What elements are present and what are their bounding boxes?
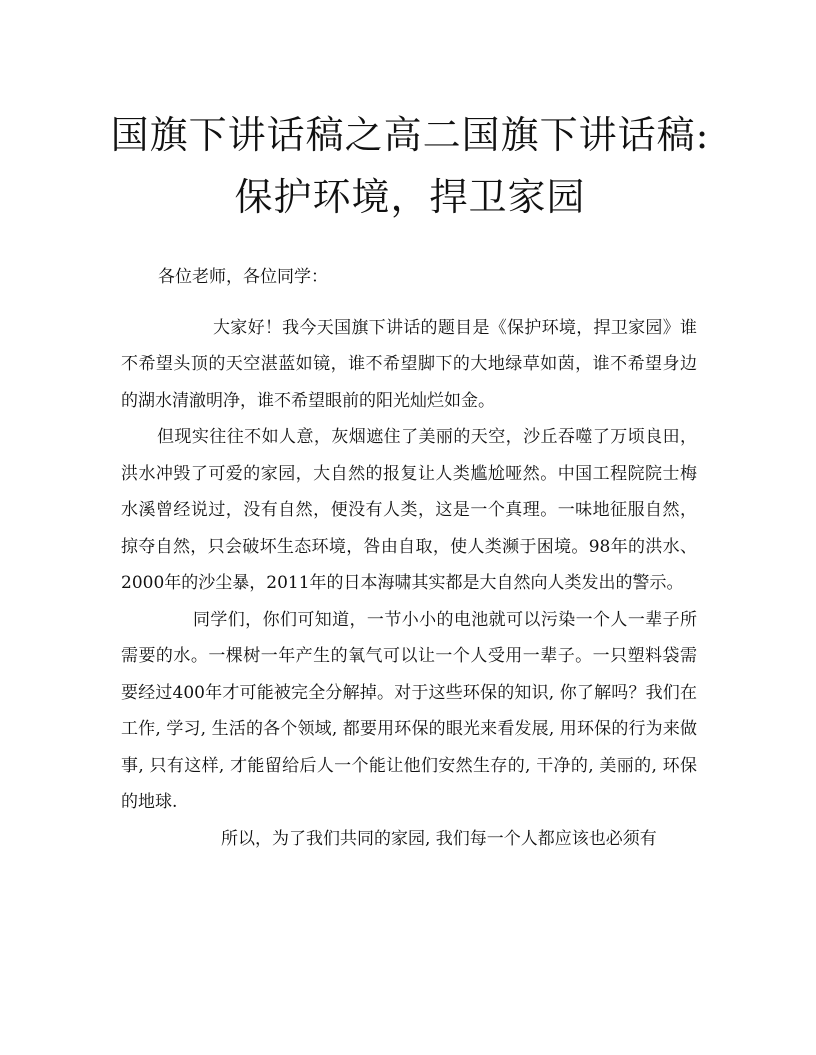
greeting: 各位老师，各位同学： (158, 267, 328, 287)
document-body (121, 258, 697, 857)
paragraph: 所以，为了我们共同的家园, 我们每一个人都应该也必须有 (221, 828, 657, 849)
paragraph: 但现实往往不如人意，灰烟遮住了美丽的天空，沙丘吞噬了万顷良田，洪水冲毁了可爱的家园，大自然的报复让人类尴尬哑然。中国工程院院士梅水溪曾经说过，没有自然，便没有人类，这是一个真理。一味地征服自然，掠夺自然，只会破坏生态环境，咎由自取，使人类濒于困境。98年的洪水、2000年的沙尘暴，2011年的日本海啸其实都是大自然向人类发出的警示。 (121, 427, 697, 593)
paragraph: 同学们，你们可知道，一节小小的电池就可以污染一个人一辈子所需要的水。一棵树一年产生的氧气可以让一个人受用一辈子。一只塑料袋需要经过400年才可能被完全分解掉。对于这些环保的知识, 你了解吗？我们在工作, 学习, 生活的各个领域, 都要用环保的眼光来看发展, 用环保的行为来做事, 只有这样, 才能留给后人一个能让他们安然生存的, 干净的, 美丽的, 环保的地球. (121, 609, 697, 812)
document-title: 国旗下讲话稿之高二国旗下讲话稿: 保护环境，捍卫家园 (110, 113, 710, 219)
paragraph: 大家好！我今天国旗下讲话的题目是《保护环境，捍卫家园》谁不希望头顶的天空湛蓝如镜，谁不希望脚下的大地绿草如茵，谁不希望身边的湖水清澈明净，谁不希望眼前的阳光灿烂如金。 (121, 317, 697, 411)
